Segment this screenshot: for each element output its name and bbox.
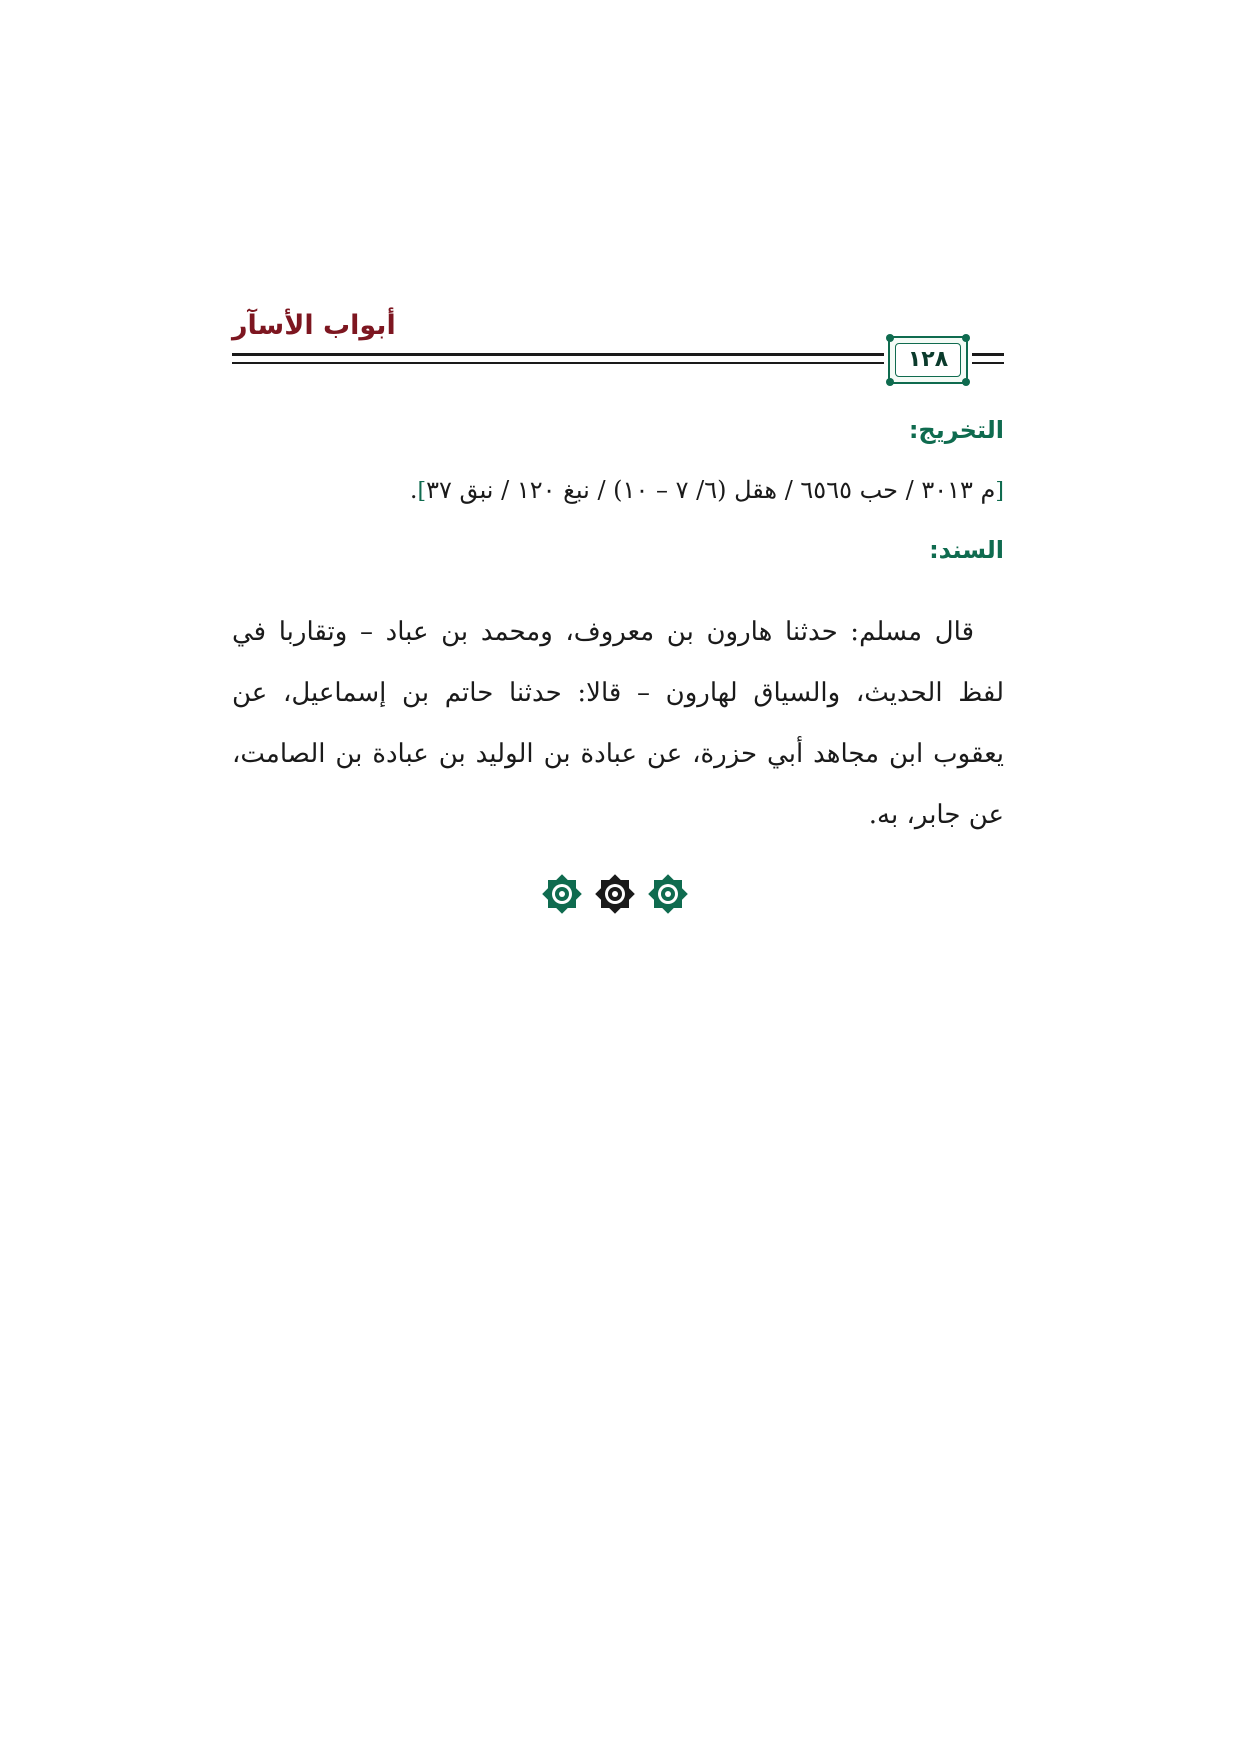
page-number-frame [888, 336, 968, 384]
flower-ornament-icon [595, 874, 635, 914]
takhrij-close-bracket: ] [417, 479, 427, 504]
page-content [232, 400, 1004, 846]
header-rule-right-thick [972, 353, 1004, 356]
sanad-text: قال مسلم: حدثنا هارون بن معروف، ومحمد بن عباد – وتقاربا في لفظ الحديث، والسياق لهارون – قالا: حدثنا حاتم بن إسماعيل، عن يعقوب ابن مجاهد أبي حزرة، عن عبادة بن الوليد بن عبادة بن الصامت، عن جابر، به. [232, 617, 1004, 830]
sanad-paragraph [232, 602, 1004, 846]
header-rule-right [972, 353, 1004, 368]
takhrij-heading: التخريج: [908, 416, 1004, 444]
running-book-title: أبواب الأسآر [232, 310, 396, 341]
flower-ornament-icon [542, 874, 582, 914]
header-rule-right-thin [972, 362, 1004, 364]
takhrij-end-punctuation: . [409, 476, 418, 504]
page-number: ١٢٨ [907, 347, 949, 372]
takhrij-open-bracket: [ [995, 479, 1004, 504]
flower-ornament-icon [648, 874, 688, 914]
header-rule-thick [232, 353, 884, 356]
sanad-heading: السند: [929, 536, 1004, 564]
header-rule-thin [232, 362, 884, 364]
takhrij-references-line [232, 460, 1004, 520]
header-rule [232, 353, 884, 368]
takhrij-references: م ٣٠١٣ / حب ٦٥٦٥ / هقل (٦/ ٧ – ١٠) / نبغ ١٢٠ / نبق ٣٧ [426, 476, 996, 504]
section-end-ornaments [540, 872, 690, 916]
